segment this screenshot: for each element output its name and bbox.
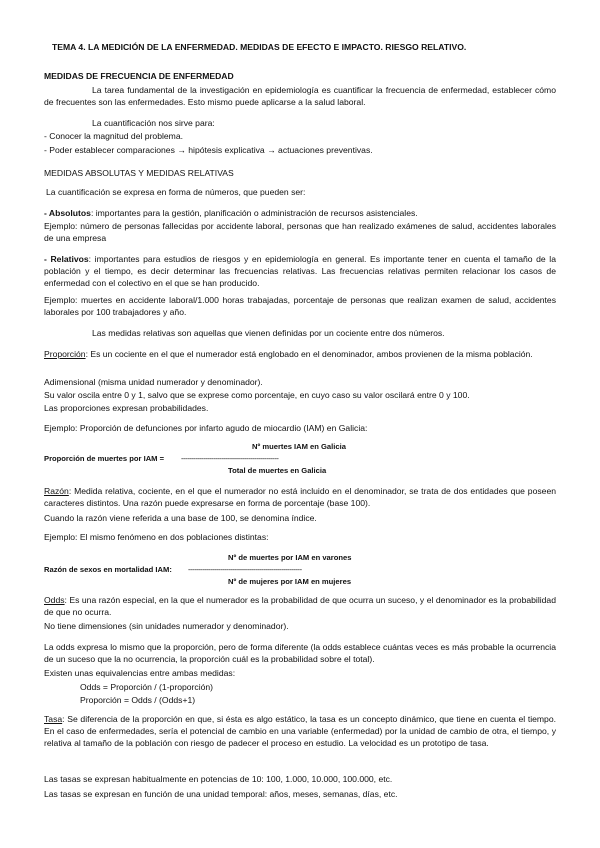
list-item: - Poder establecer comparaciones → hipótesis explicativa → actuaciones preventivas.: [44, 145, 373, 155]
formula-denominator: Nº de mujeres por IAM en mujeres: [228, 577, 352, 586]
term-razon: Razón: [44, 486, 69, 496]
odds-line: Existen unas equivalencias entre ambas medidas:: [44, 668, 236, 678]
term-tasa: Tasa: [44, 714, 63, 724]
formula-numerator: Nº muertes IAM en Galicia: [252, 442, 346, 451]
term-relativos: - Relativos: [44, 254, 89, 264]
tasa-text: : Se diferencia de la proporción en que, si ésta es algo estático, la tasa es un concepto dinámico, que tiene en cuenta el tiempo. En el caso de enfermedades, sería el potencial de cambio en una variable (enfermedad) por la unidad de cambio de otra, el tiempo, y relativa al tamaño de la población con riesgo de padecer el proceso en estudio. La velocidad es un prototipo de tasa.: [44, 714, 556, 749]
term-proporcion: Proporción: [44, 349, 86, 359]
paragraph-odds-proporcion: La odds expresa lo mismo que la proporción, pero de forma diferente (la odds establece cuántas veces es más probable la ocurrencia de un suceso que la no ocurrencia, la proporción cuál es la probabilidad sobre el total).: [44, 642, 556, 665]
proporcion-line: Adimensional (misma unidad numerador y denominador).: [44, 377, 263, 387]
section-heading-frecuencia: MEDIDAS DE FRECUENCIA DE ENFERMEDAD: [44, 71, 234, 81]
razon-line: Cuando la razón viene referida a una base de 100, se denomina índice.: [44, 513, 317, 523]
formula-label: Razón de sexos en mortalidad IAM:: [44, 565, 172, 574]
proporcion-example: Ejemplo: Proporción de defunciones por infarto agudo de miocardio (IAM) en Galicia:: [44, 423, 368, 433]
formula-label: Proporción de muertes por IAM =: [44, 454, 165, 463]
paragraph-relativas-definicion: Las medidas relativas son aquellas que vienen definidas por un cociente entre dos números.: [92, 328, 445, 338]
odds-line: No tiene dimensiones (sin unidades numerador y denominador).: [44, 621, 289, 631]
proporcion-line: Las proporciones expresan probabilidades.: [44, 403, 209, 413]
formula-proporcion: Proporción = Odds / (Odds+1): [80, 695, 196, 705]
paragraph-intro: La tarea fundamental de la investigación en epidemiología es cuantificar la frecuencia de enfermedad, establecer cómo de frecuentes son las enfermedades. Esto mismo puede aplicarse a la salud laboral.: [44, 85, 556, 108]
list-item: - Conocer la magnitud del problema.: [44, 131, 184, 141]
term-absolutos: - Absolutos: [44, 208, 91, 218]
odds-text: : Es una razón especial, en la que el numerador es la probabilidad de que ocurra un suceso, y el denominador es la probabilidad de que no ocurra.: [44, 595, 556, 618]
formula-fraction-bar: --------------------------------------------------------: [188, 565, 302, 574]
term-odds: Odds: [44, 595, 65, 605]
paragraph-cuantificacion: La cuantificación nos sirve para:: [92, 118, 215, 128]
paragraph-absolutos-ejemplo: Ejemplo: número de personas fallecidas por accidente laboral, personas que han realizado exámenes de salud, accidentes laborales de una empresa: [44, 221, 556, 244]
formula-denominator: Total de muertes en Galicia: [228, 466, 327, 475]
paragraph-odds: [44, 594, 556, 618]
relativos-text: : importantes para estudios de riesgos y en epidemiología en general. Es importante tener en cuenta el tamaño de la población y el tiempo, es decir determinar las frecuencias relativas. Las frecuencias relativas permiten relacionar los casos de enfermedad con el colectivo en el que se han producido.: [44, 254, 556, 289]
paragraph-tasa: [44, 713, 556, 750]
paragraph-cuantificacion-intro: La cuantificación se expresa en forma de números, que pueden ser:: [46, 187, 306, 197]
formula-numerator: Nº de muertes por IAM en varones: [228, 553, 352, 562]
razon-example: Ejemplo: El mismo fenómeno en dos poblaciones distintas:: [44, 532, 269, 542]
paragraph-proporcion: [44, 348, 556, 360]
paragraph-relativos: [44, 253, 556, 290]
razon-text: : Medida relativa, cociente, en el que el numerador no está incluido en el denominador, se trata de dos entidades que poseen caracteres distintos. Una razón puede expresarse en forma de porcentaje (base 100).: [44, 486, 556, 509]
formula-fraction-bar: ------------------------------------------------: [181, 454, 279, 463]
paragraph-relativos-ejemplo: Ejemplo: muertes en accidente laboral/1.000 horas trabajadas, porcentaje de personas que realizan examen de salud, accidentes laborales por 100 trabajadores y año.: [44, 295, 556, 318]
paragraph-razon: [44, 485, 556, 509]
tasa-line: Las tasas se expresan en función de una unidad temporal: años, meses, semanas, días, etc.: [44, 789, 398, 799]
page-title: TEMA 4. LA MEDICIÓN DE LA ENFERMEDAD. MEDIDAS DE EFECTO E IMPACTO. RIESGO RELATIVO.: [52, 42, 467, 52]
proporcion-text: : Es un cociente en el que el numerador está englobado en el denominador, ambos provienen de la misma población.: [85, 349, 533, 359]
formula-odds: Odds = Proporción / (1-proporción): [80, 682, 214, 692]
section-heading-absolutas-relativas: MEDIDAS ABSOLUTAS Y MEDIDAS RELATIVAS: [44, 168, 234, 178]
paragraph-absolutos: [44, 207, 556, 219]
absolutos-text: : importantes para la gestión, planificación o administración de recursos asistenciales.: [90, 208, 418, 218]
proporcion-line: Su valor oscila entre 0 y 1, salvo que se exprese como porcentaje, en cuyo caso su valor oscilará entre 0 y 100.: [44, 390, 470, 400]
tasa-line: Las tasas se expresan habitualmente en potencias de 10: 100, 1.000, 10.000, 100.000, etc.: [44, 774, 393, 784]
